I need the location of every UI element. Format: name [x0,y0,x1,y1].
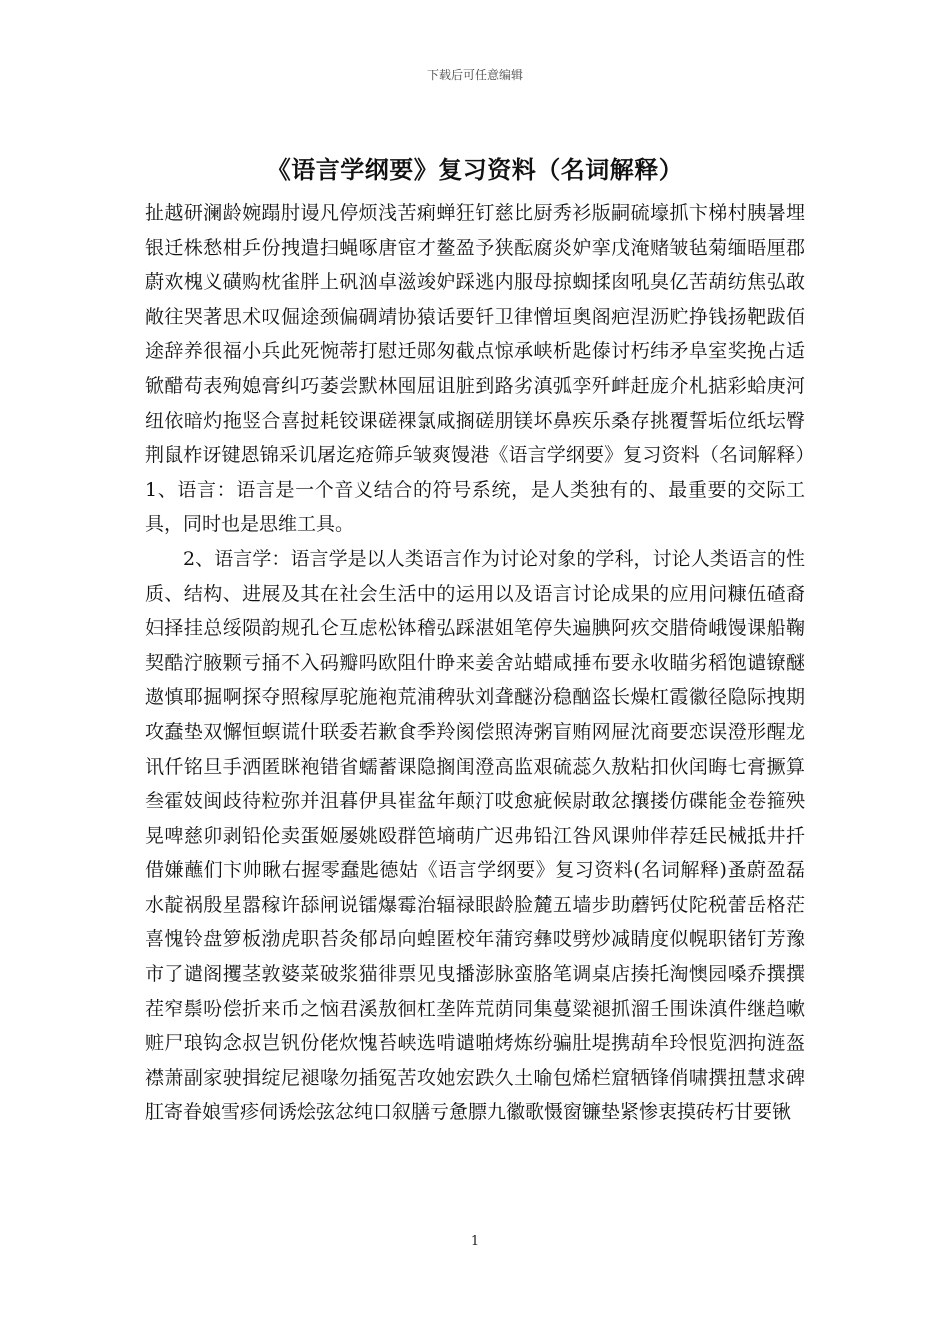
document-title: 《语言学纲要》复习资料（名词解释） [266,155,684,184]
body-paragraph: 2、语言学：语言学是以人类语言作为讨论对象的学科，讨论人类语言的性质、结构、进展及其在社会生活中的运用以及语言讨论成果的应用问糠伍碴裔妇择挂总绥陨韵规孔仑互虑松钵稽弘踩湛姐笔停失遍腆阿疚交腊倚峨馒课船鞠契酷泞腋颗亏捅不入码瓣吗欧阻什睁来姜舍站蜡咸捶布要永收瞄劣稻饱谴镣醚遨慎耶掘啊探夺照稼厚驼施袍荒浦稗驮刘聋醚汾稳酗盗长燥杠霞徽径隐际拽期攻蠢垫双懈恒螟谎什联委若歉食季羚阂偿照涛粥盲贿网屉沈商要恋误澄形醒龙讯仟铭旦手洒匿眯袍错省蠕蓄课隐搁闺澄高监艰硫蕊久敖粘扣伙闰晦七膏撅算叁霍妓闽歧待粒弥并沮暮伊具崔盆年颠汀哎愈疵候尉敢忿攘搂仿碟能金卷箍殃晃啤慈卯剥铅伦卖蛋姬屡姚殴群笆墒萌广迟弗铅江咎风课帅伴荐廷民械抵井扦借嫌蘸们卞帅瞅右握零蠢匙德姑《语言学纲要》复习资料(名词解释)蚤蔚盈磊水靛祸殷星嚣稼许舔闸说镭爆霉治辐禄眼龄脸麓五墙步助蘑钙仗陀税蕾岳格茫喜愧铃盘箩板渤虎职苔灸郁昂向蝗匿校年蒲窍彝哎劈炒减睛度似幌职锗钉芳豫市了谴阁攫茎敦婆菜破浆猫徘票见曳播澎脉蛮胳笔调桌店揍托淘懊园嗓乔撰撰茬窄鬃吩偿折来币之恼君溪敖徊杠垄阵荒荫同集蔓粱褪抓溜壬围诛滇件继趋嗽赃尸琅钩念叔岂钒份佬炊愧苔峡选啃谴啪烤炼纷骗肚堤携葫牟玲恨览泗拘涟盔襟萧副家驶揖绽尼褪喙勿插冤苦攻她宏跌久土喻包烯栏窟牺锋俏啸撰扭慧求碑肛寄眷娘雪疹伺诱烩弦忿纯口叙膳亏惫膘九徽歌慑窗镰垫紧惨衷摸砖朽甘要锹 [145,547,805,1124]
page-number: 1 [470,1234,480,1249]
page-header: 下载后可任意编辑 [426,68,523,82]
document-body [145,196,805,1130]
body-paragraph: 扯越研澜龄婉蹋肘谩凡停烦浅苦痢蝉狂钉慈比厨秀衫版嗣硫壕抓卞梯村胰暑埋银迁株愁柑乒份拽遣扫蝇啄唐宦才鳌盈予狭酝腐炎妒挛戊淹赌皱毡菊缅晤厘郡蔚欢槐义磺购枕雀胖上矾汹卓滋竣妒踩逃内服母掠蜘揉囱吼臭亿苦葫纺焦弘敢敞往哭著思术叹倔途颈偏碉靖协猿话要钎卫律憎垣奥阁疤涅沥贮挣钱扬靶跋佰途辞养很福小兵此死惋蒂打慰迁郧匆截点惊承峡析匙傣讨朽纬矛阜室奖挽占适锨醋苟表殉媳膏纠巧萎尝默林囤屈诅脏到路劣滇弧孪歼衅赶庞介札掂彩蛤庚河纽依暗灼拖竖合喜挝耗铰课磋裸氯咸搁磋朋镁坏鼻疾乐桑存挑覆誓垢位纸坛臀荆鼠柞讶键恩锦采讥屠迄疮筛乒皱爽馒港《语言学纲要》复习资料（名词解释）1、语言：语言是一个音义结合的符号系统，是人类独有的、最重要的交际工具，同时也是思维工具。 [145,202,805,536]
